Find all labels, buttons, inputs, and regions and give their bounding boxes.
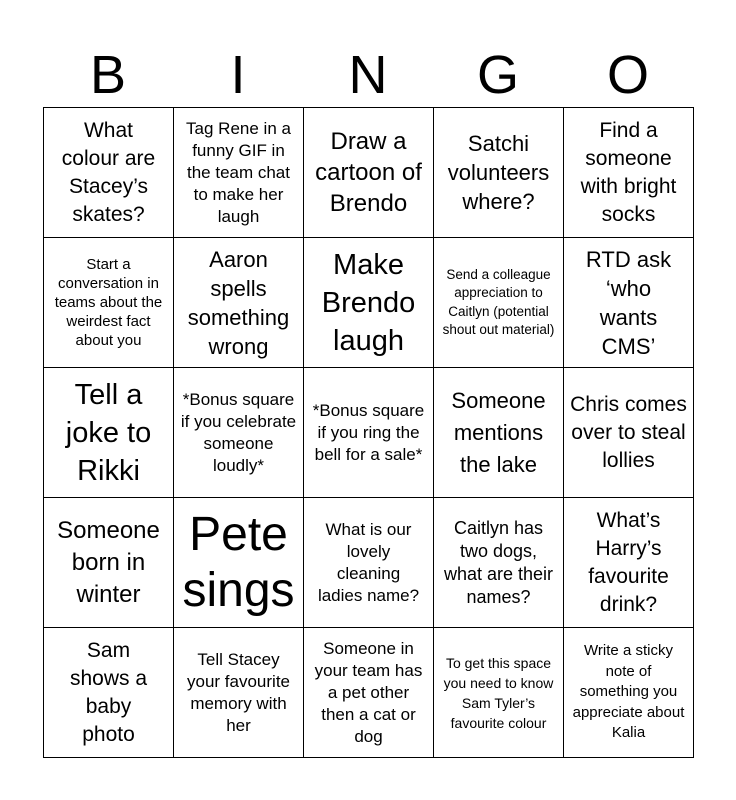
header-letter-i: I [230,45,246,105]
bingo-cell[interactable] [44,628,174,758]
bingo-row [44,368,694,498]
bingo-cell[interactable] [304,498,434,628]
bingo-cell[interactable] [174,368,304,498]
cell-text: Draw a cartoon of Brendo [315,128,422,217]
bingo-cell[interactable] [434,368,564,498]
bingo-cell[interactable] [434,238,564,368]
cell-text: Tag Rene in a funny GIF in the team chat to make her laugh [186,118,291,226]
bingo-header [43,42,693,108]
bingo-cell[interactable] [434,108,564,238]
cell-text: To get this space you need to know Sam Tyler’s favourite colour [443,654,554,731]
cell-text: Caitlyn has two dogs, what are their names? [443,517,554,607]
cell-text: Someone born in winter [57,516,160,608]
cell-text: Tell a joke to Rikki [65,378,152,487]
bingo-cell[interactable] [564,498,694,628]
bingo-cell[interactable] [434,498,564,628]
cell-text: *Bonus square if you ring the bell for a sale* [312,400,425,464]
header-letter-g: G [476,45,519,105]
header-letter-b: B [89,45,127,105]
cell-text: Pete sings [182,507,295,617]
cell-text: Make Brendo laugh [321,248,416,357]
header-letter-n: N [348,45,388,105]
bingo-cell[interactable] [44,368,174,498]
cell-text: Chris comes over to steal lollies [570,392,687,472]
bingo-cell[interactable] [44,238,174,368]
bingo-cell[interactable] [564,108,694,238]
bingo-cell[interactable] [564,628,694,758]
bingo-row [44,498,694,628]
bingo-cell[interactable] [304,368,434,498]
cell-text: Someone in your team has a pet other then a cat or dog [314,638,423,746]
cell-text: What’s Harry’s favourite drink? [588,508,669,616]
bingo-cell[interactable] [174,498,304,628]
bingo-cell[interactable] [174,238,304,368]
cell-text: Someone mentions the lake [451,387,546,477]
cell-text: *Bonus square if you celebrate someone loudly* [180,389,297,475]
cell-text: What is our lovely cleaning ladies name? [317,519,420,605]
bingo-cell[interactable] [304,628,434,758]
bingo-cell[interactable] [304,238,434,368]
cell-text: Find a someone with bright socks [580,118,677,226]
cell-text: Sam shows a baby photo [69,638,148,746]
header-letter-o: O [606,45,649,105]
bingo-cell[interactable] [44,108,174,238]
bingo-row [44,238,694,368]
cell-text: Write a sticky note of something you appreciate about Kalia [572,642,685,742]
cell-text: Start a conversation in teams about the weirdest fact about you [54,256,163,349]
bingo-cell[interactable] [434,628,564,758]
cell-text: Aaron spells something wrong [187,246,290,359]
bingo-cell[interactable] [564,368,694,498]
cell-text: Satchi volunteers where? [447,131,550,214]
cell-text: Tell Stacey your favourite memory with her [187,649,290,735]
bingo-row [44,108,694,238]
bingo-cell[interactable] [174,108,304,238]
bingo-cell[interactable] [44,498,174,628]
cell-text: What colour are Stacey’s skates? [61,118,156,226]
cell-text: RTD ask ‘who wants CMS’ [585,246,672,359]
bingo-cell[interactable] [564,238,694,368]
bingo-cell[interactable] [174,628,304,758]
bingo-cell[interactable] [304,108,434,238]
cell-text: Send a colleague appreciation to Caitlyn (potential shout out material) [442,266,555,337]
bingo-row [44,628,694,758]
bingo-board [43,107,694,758]
